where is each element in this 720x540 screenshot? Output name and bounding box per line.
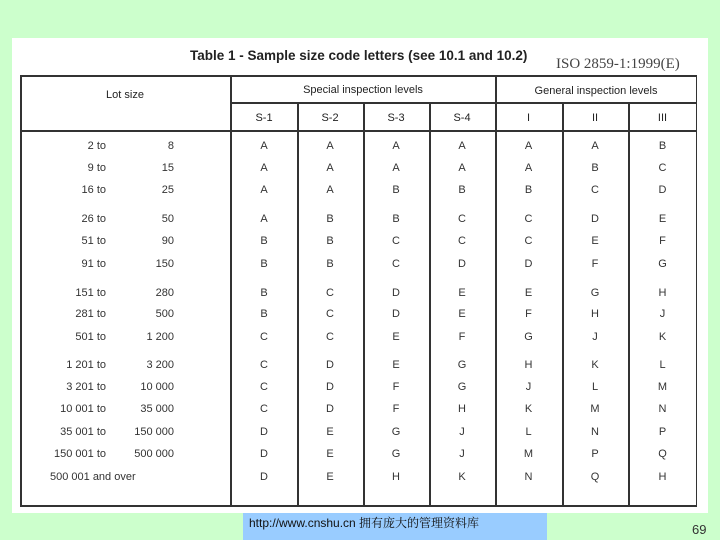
- code-letter: E: [392, 331, 400, 343]
- code-letter: H: [392, 471, 400, 483]
- code-letter: F: [591, 258, 599, 270]
- code-letter: D: [260, 448, 268, 460]
- code-letter: G: [391, 448, 401, 460]
- code-letter: F: [525, 308, 532, 320]
- code-letter: G: [391, 426, 401, 438]
- code-letter: A: [260, 162, 268, 174]
- code-letter: J: [659, 308, 666, 320]
- code-letter: C: [458, 213, 466, 225]
- code-letter: K: [524, 403, 533, 415]
- code-letter: A: [524, 140, 533, 152]
- code-letter: J: [459, 448, 465, 460]
- code-letter: Q: [590, 471, 600, 483]
- level-header: I: [526, 112, 531, 124]
- code-letter: E: [392, 359, 400, 371]
- code-letter: F: [458, 331, 466, 343]
- lot-size-from: 2 to: [87, 140, 106, 152]
- code-letter: C: [392, 235, 400, 247]
- code-letter: G: [457, 381, 467, 393]
- code-letter: D: [260, 426, 268, 438]
- code-letter: E: [658, 213, 667, 225]
- table-title: Table 1 - Sample size code letters (see 10.1 and 10.2): [190, 48, 528, 63]
- lot-size-to: 280: [155, 287, 174, 299]
- code-letter: B: [260, 287, 268, 299]
- code-letter: C: [392, 258, 400, 270]
- lot-size-from: 500 001 and over: [50, 471, 136, 483]
- code-letter: G: [457, 359, 467, 371]
- lot-size-to: 15: [161, 162, 174, 174]
- code-letter: F: [659, 235, 666, 247]
- code-letter: Q: [658, 448, 667, 460]
- code-letter: A: [524, 162, 533, 174]
- page-number: 69: [692, 522, 707, 537]
- code-letter: P: [658, 426, 667, 438]
- code-letter: C: [524, 213, 533, 225]
- lot-size-to: 50: [161, 213, 174, 225]
- code-letter: B: [260, 235, 268, 247]
- lot-size-from: 501 to: [75, 331, 106, 343]
- code-letter: C: [458, 235, 466, 247]
- code-letter: N: [524, 471, 533, 483]
- level-header: S-2: [321, 112, 339, 124]
- divider: [20, 130, 697, 132]
- code-letter: A: [458, 140, 466, 152]
- code-letter: C: [260, 359, 268, 371]
- code-letter: C: [524, 235, 533, 247]
- lot-size-to: 500: [155, 308, 174, 320]
- code-letter: D: [326, 403, 334, 415]
- lot-size-from: 26 to: [81, 213, 106, 225]
- code-letter: E: [591, 235, 599, 247]
- code-letter: K: [658, 331, 667, 343]
- code-letter: J: [592, 331, 598, 343]
- code-letter: P: [591, 448, 599, 460]
- code-letter: D: [260, 471, 268, 483]
- code-letter: C: [326, 308, 334, 320]
- code-letter: E: [326, 426, 334, 438]
- lot-size-from: 150 001 to: [54, 448, 106, 460]
- special-levels-header: Special inspection levels: [303, 84, 423, 96]
- code-letter: M: [657, 381, 668, 393]
- code-letter: B: [658, 140, 667, 152]
- code-letter: A: [260, 213, 268, 225]
- code-letter: K: [458, 471, 466, 483]
- lot-size-from: 281 to: [75, 308, 106, 320]
- code-letter: A: [326, 162, 334, 174]
- code-letter: L: [659, 359, 666, 371]
- code-letter: D: [524, 258, 533, 270]
- lot-size-to: 90: [161, 235, 174, 247]
- code-letter: H: [658, 287, 667, 299]
- code-letter: E: [458, 308, 466, 320]
- lot-size-to: 500 000: [134, 448, 174, 460]
- lot-size-from: 35 001 to: [60, 426, 106, 438]
- code-letter: C: [260, 403, 268, 415]
- code-letter: C: [658, 162, 667, 174]
- code-letter: E: [458, 287, 466, 299]
- code-letter: C: [591, 184, 599, 196]
- code-letter: A: [392, 162, 400, 174]
- code-letter: E: [524, 287, 533, 299]
- lot-size-to: 25: [161, 184, 174, 196]
- lot-size-to: 3 200: [146, 359, 174, 371]
- code-letter: B: [326, 258, 334, 270]
- code-letter: G: [658, 258, 667, 270]
- code-letter: L: [591, 381, 599, 393]
- code-letter: J: [525, 381, 532, 393]
- level-header: II: [591, 112, 599, 124]
- code-letter: B: [260, 258, 268, 270]
- lot-size-to: 10 000: [140, 381, 174, 393]
- code-letter: D: [326, 359, 334, 371]
- lot-size-to: 150 000: [134, 426, 174, 438]
- code-letter: B: [591, 162, 599, 174]
- level-header: III: [657, 112, 668, 124]
- level-header: S-3: [387, 112, 405, 124]
- lot-size-from: 91 to: [81, 258, 106, 270]
- code-letter: N: [591, 426, 599, 438]
- lot-size-from: 51 to: [81, 235, 106, 247]
- general-levels-header: General inspection levels: [534, 85, 658, 97]
- code-letter: B: [392, 184, 400, 196]
- code-letter: C: [326, 287, 334, 299]
- code-letter: C: [326, 331, 334, 343]
- code-letter: D: [591, 213, 599, 225]
- code-letter: N: [658, 403, 667, 415]
- code-letter: B: [326, 213, 334, 225]
- lot-size-header: Lot size: [106, 89, 144, 101]
- code-letter: M: [523, 448, 534, 460]
- lot-size-from: 1 201 to: [66, 359, 106, 371]
- code-letter: G: [590, 287, 600, 299]
- code-letter: B: [392, 213, 400, 225]
- code-letter: C: [260, 381, 268, 393]
- lot-size-from: 10 001 to: [60, 403, 106, 415]
- level-header: S-1: [255, 112, 273, 124]
- code-letter: L: [525, 426, 532, 438]
- code-letter: G: [524, 331, 533, 343]
- code-letter: A: [392, 140, 400, 152]
- code-letter: C: [260, 331, 268, 343]
- code-letter: K: [591, 359, 599, 371]
- lot-size-to: 8: [167, 140, 174, 152]
- code-letter: H: [524, 359, 533, 371]
- footer-link[interactable]: http://www.cnshu.cn 拥有庞大的管理资料库: [243, 513, 547, 540]
- code-letter: H: [591, 308, 599, 320]
- lot-size-to: 150: [155, 258, 174, 270]
- code-letter: A: [260, 184, 268, 196]
- code-letter: A: [260, 140, 268, 152]
- code-letter: B: [260, 308, 268, 320]
- code-letter: F: [392, 381, 400, 393]
- code-letter: A: [591, 140, 599, 152]
- code-letter: D: [392, 308, 400, 320]
- code-letter: D: [458, 258, 466, 270]
- code-letter: A: [326, 184, 334, 196]
- lot-size-to: 35 000: [140, 403, 174, 415]
- code-letter: F: [392, 403, 400, 415]
- lot-size-from: 16 to: [81, 184, 106, 196]
- code-letter: H: [458, 403, 466, 415]
- divider: [230, 102, 697, 104]
- code-letter: E: [326, 448, 334, 460]
- code-letter: A: [326, 140, 334, 152]
- code-letter: D: [392, 287, 400, 299]
- code-letter: M: [590, 403, 600, 415]
- lot-size-from: 151 to: [75, 287, 106, 299]
- level-header: S-4: [453, 112, 471, 124]
- code-letter: B: [326, 235, 334, 247]
- lot-size-to: 1 200: [146, 331, 174, 343]
- code-letter: B: [458, 184, 466, 196]
- code-letter: J: [459, 426, 465, 438]
- code-letter: A: [458, 162, 466, 174]
- code-letter: D: [326, 381, 334, 393]
- standard-reference: ISO 2859-1:1999(E): [556, 56, 680, 72]
- code-letter: D: [658, 184, 667, 196]
- code-letter: H: [658, 471, 667, 483]
- lot-size-from: 3 201 to: [66, 381, 106, 393]
- code-letter: B: [524, 184, 533, 196]
- code-letter: E: [326, 471, 334, 483]
- lot-size-from: 9 to: [87, 162, 106, 174]
